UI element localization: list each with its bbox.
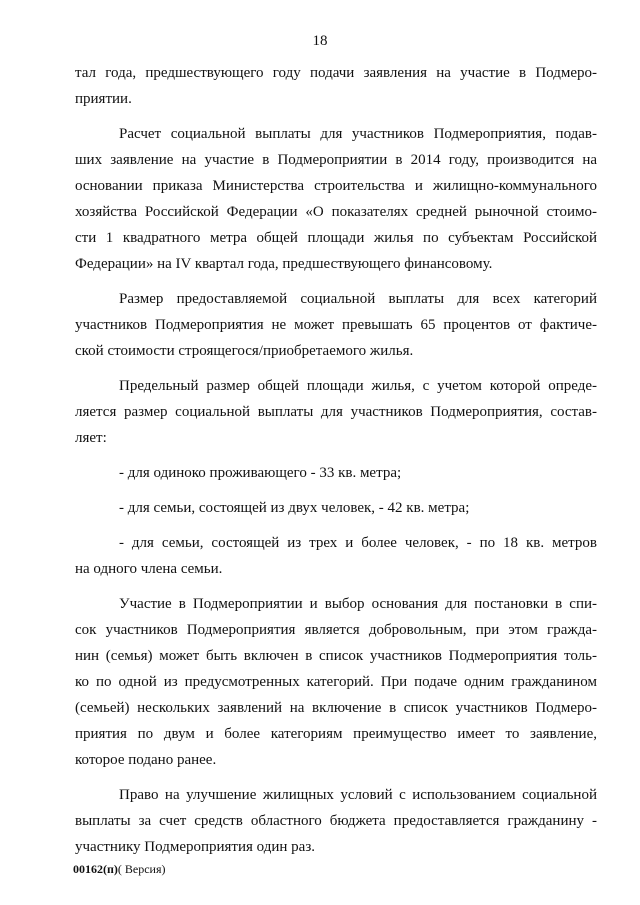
list-item <box>75 530 597 582</box>
text-line: основании приказа Министерства строительства и жилищно-коммунального <box>75 178 597 194</box>
text-line: которое подано ранее. <box>75 752 217 768</box>
paragraph <box>75 591 597 773</box>
text-line: ко по одной из предусмотренных категорий. При подаче одним гражданином <box>75 674 597 690</box>
text-line: участников Подмероприятия не может превышать 65 процентов от фактиче- <box>75 317 597 333</box>
list-item <box>75 460 597 486</box>
text-line: - для семьи, состоящей из трех и более человек, - по 18 кв. метров <box>119 535 597 551</box>
list-item <box>75 495 597 521</box>
text-line: выплаты за счет средств областного бюджета предоставляется гражданину - <box>75 813 597 829</box>
text-line: участнику Подмероприятия один раз. <box>75 839 315 855</box>
page-number: 18 <box>312 33 328 49</box>
paragraph <box>75 373 597 451</box>
document-body <box>75 60 597 860</box>
text-line: сок участников Подмероприятия является добровольным, при этом гражда- <box>75 622 597 638</box>
paragraph <box>75 782 597 860</box>
text-line: ской стоимости строящегося/приобретаемого жилья. <box>75 343 414 359</box>
text-line: Размер предоставляемой социальной выплаты для всех категорий <box>119 291 597 307</box>
text-line: нин (семья) может быть включен в список участников Подмероприятия толь- <box>75 648 597 664</box>
text-line: (семьей) нескольких заявлений на включение в список участников Подмеро- <box>75 700 597 716</box>
text-line: ляет: <box>75 430 107 446</box>
text-line: ших заявление на участие в Подмероприятии в 2014 году, производится на <box>75 152 597 168</box>
text-line: - для семьи, состоящей из двух человек, - 42 кв. метра; <box>119 500 470 516</box>
text-line: Право на улучшение жилищных условий с использованием социальной <box>119 787 597 803</box>
text-line: приятии. <box>75 91 132 107</box>
text-line: хозяйства Российской Федерации «О показателях средней рыночной стоимо- <box>75 204 597 220</box>
paragraph <box>75 121 597 277</box>
text-line: ляется размер социальной выплаты для участников Подмероприятия, состав- <box>75 404 597 420</box>
paragraph <box>75 286 597 364</box>
document-code: 00162(п) <box>73 862 118 876</box>
text-line: Федерации» на IV квартал года, предшествующего финансовому. <box>75 256 493 272</box>
text-line: на одного члена семьи. <box>75 561 223 577</box>
text-line: - для одиноко проживающего - 33 кв. метра; <box>119 465 402 481</box>
text-line: Участие в Подмероприятии и выбор основания для постановки в спи- <box>119 596 597 612</box>
text-line: Расчет социальной выплаты для участников Подмероприятия, подав- <box>119 126 597 142</box>
text-line: тал года, предшествующего году подачи заявления на участие в Подмеро- <box>75 65 597 81</box>
text-line: сти 1 квадратного метра общей площади жилья по субъектам Российской <box>75 230 597 246</box>
text-line: Предельный размер общей площади жилья, с учетом которой опреде- <box>119 378 597 394</box>
text-line: приятия по двум и более категориям преимущество имеет то заявление, <box>75 726 597 742</box>
paragraph <box>75 60 597 112</box>
document-footer <box>73 862 166 877</box>
version-label: ( Версия) <box>117 862 166 876</box>
